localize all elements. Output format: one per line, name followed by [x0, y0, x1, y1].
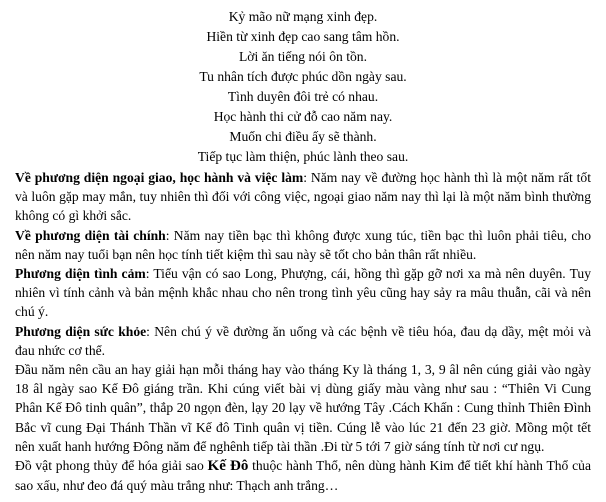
star-name: Kế Đô [207, 458, 249, 475]
ritual-paragraph: Đầu năm nên cầu an hay giải hạn mỗi tháng hay vào tháng Ky là tháng 1, 3, 9 âl nên cúng giải vào ngày 18 âl ngày sao Kế Đô giáng trần. Khi cúng viết bài vị dùng giấy màu vàng như sau : “Thiên Vi Cung Phân Kế Đô tinh quân”, thắp 20 ngọn đèn, lạy 20 lạy về hướng Tây .Cách Khấn : Cung thỉnh Thiên Đình Bắc vĩ cung Đại Thánh Thần vĩ Kế đô Tinh quân vị tiền. Cúng lễ vào lúc 21 đến 23 giờ. Mồng một tết nên xuất hanh hướng Đông năm để nghênh tiếp tài thần .Đi từ 5 tới 7 giờ sáng tính từ nơi cư ngụ. [15, 362, 591, 454]
health-paragraph [15, 322, 591, 360]
poem-line: Hiền từ xinh đẹp cao sang tâm hồn. [206, 29, 400, 44]
poem-line: Tu nhân tích được phúc dồn ngày sau. [199, 69, 407, 84]
career-text: : Năm nay về đường học hành thì là một năm rất tốt và luôn gặp may mắn, tuy nhiên thì đối với công việc, ngoại giao năm nay thì lại là một năm bình thường không có gì khởi sắc. [15, 170, 591, 224]
poem-line: Tình duyên đôi trẻ có nhau. [227, 89, 379, 104]
finance-heading: Về phương diện tài chính [15, 227, 166, 243]
career-paragraph [15, 168, 591, 226]
love-text: : Tiểu vận có sao Long, Phượng, cái, hồng thì gặp gỡ nơi xa mà nên duyên. Tuy nhiên vì tính cảnh và bản mệnh khắc nhau cho nên trong tình yêu cũng hay sảy ra mâu thuẫn, cãi và nên chú ý. [15, 266, 591, 320]
poem-line: Tiếp tục làm thiện, phúc lành theo sau. [197, 149, 409, 164]
fengshui-paragraph [15, 456, 591, 495]
poem-line: Muốn chi điều ấy sẽ thành. [229, 129, 377, 144]
poem-line: Kỷ mão nữ mạng xinh đẹp. [228, 9, 378, 24]
health-heading: Phương diện sức khỏe [15, 323, 147, 339]
finance-paragraph [15, 226, 591, 264]
poem-line: Lời ăn tiếng nói ôn tồn. [238, 49, 367, 64]
poem-line: Học hành thi cử đỗ cao năm nay. [213, 109, 393, 124]
fengshui-text-before: Đồ vật phong thủy để hóa giải sao [15, 458, 208, 474]
love-paragraph [15, 264, 591, 322]
health-text: : Nên chú ý về đường ăn uống và các bệnh về tiêu hóa, đau dạ dầy, mệt mỏi và đau nhức cơ thể. [15, 323, 591, 358]
fengshui-text-after: thuộc hành Thổ, nên dùng hành Kim để tiết khí hành Thổ của sao xấu, như đeo đá quý màu trắng như: Thạch anh trắng… [15, 458, 591, 494]
love-heading: Phương diện tình cảm [15, 266, 146, 282]
poem-block [15, 7, 591, 167]
career-heading: Về phương diện ngoại giao, học hành và việc làm [15, 170, 304, 185]
finance-text: : Năm nay tiền bạc thì không được xung túc, tiền bạc thì luôn phải tiêu, cho nên năm nay tuổi bạn nên học tính tiết kiệm thì sau này sẽ tốt cho bản thân rất nhiều. [15, 227, 591, 262]
